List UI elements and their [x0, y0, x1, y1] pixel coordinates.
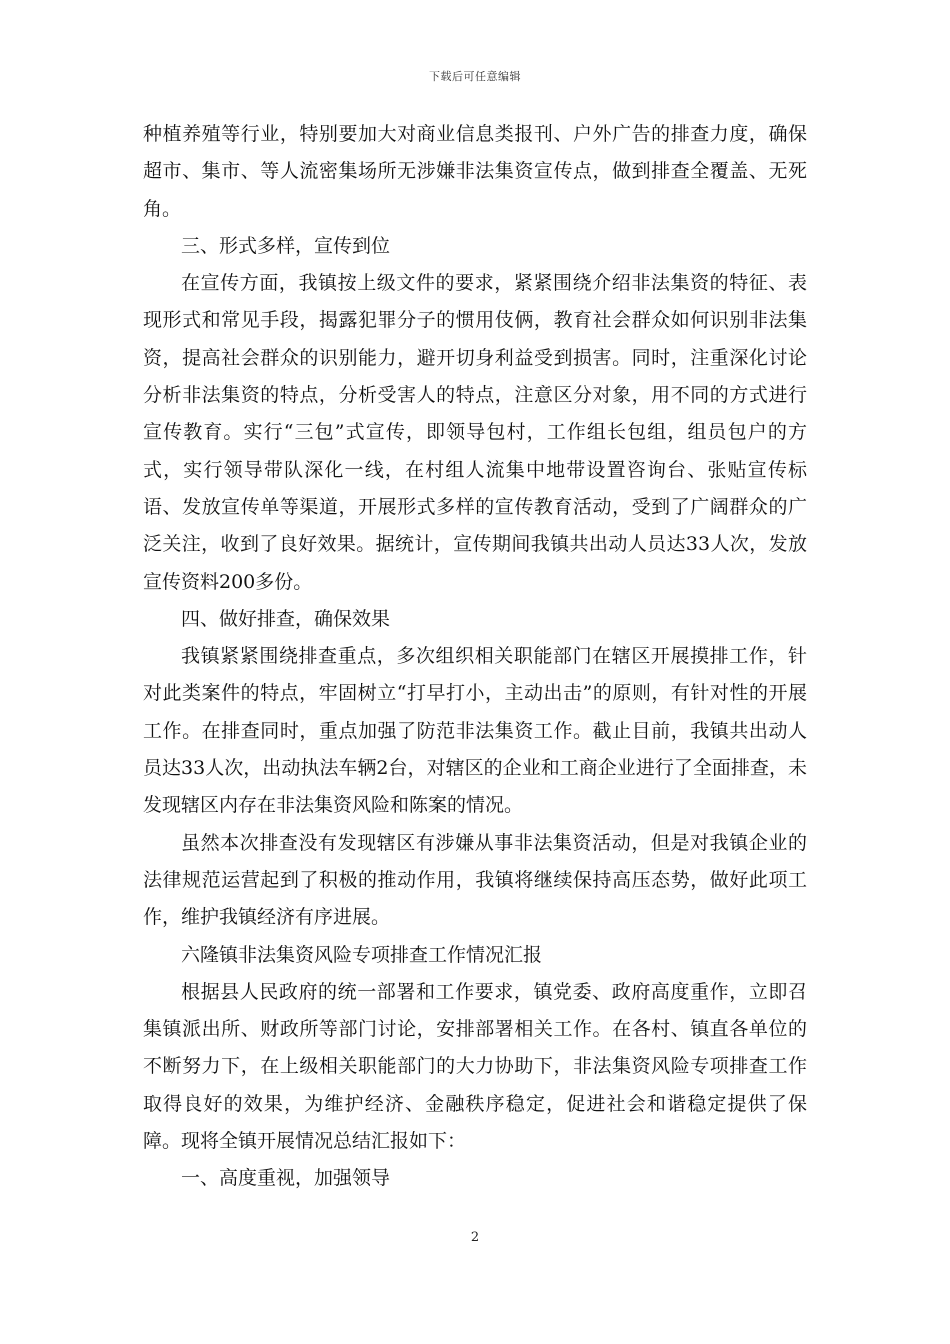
paragraph: 在宣传方面，我镇按上级文件的要求，紧紧围绕介绍非法集资的特征、表现形式和常见手段，揭露犯罪分子的惯用伎俩，教育社会群众如何识别非法集资，提高社会群众的识别能力，避开切身利益受到损害。同时，注重深化讨论分析非法集资的特点，分析受害人的特点，注意区分对象，用不同的方式进行宣传教育。实行“三包”式宣传，即领导包村，工作组长包组，组员包户的方式，实行领导带队深化一线，在村组人流集中地带设置咨询台、张贴宣传标语、发放宣传单等渠道，开展形式多样的宣传教育活动，受到了广阔群众的广泛关注，收到了良好效果。据统计，宣传期间我镇共出动人员达33人次，发放宣传资料200多份。 — [143, 272, 807, 593]
document-title: 六隆镇非法集资风险专项排查工作情况汇报 — [181, 943, 543, 966]
page-header: 下载后可任意编辑 — [429, 70, 521, 83]
paragraph: 我镇紧紧围绕排查重点，多次组织相关职能部门在辖区开展摸排工作，针对此类案件的特点，牢固树立“打早打小，主动出击”的原则，有针对性的开展工作。在排查同时，重点加强了防范非法集资工作。截止目前，我镇共出动人员达33人次，出动执法车辆2台，对辖区的企业和工商企业进行了全面排查，未发现辖区内存在非法集资风险和陈案的情况。 — [143, 645, 807, 817]
paragraph: 根据县人民政府的统一部署和工作要求，镇党委、政府高度重作，立即召集镇派出所、财政所等部门讨论，安排部署相关工作。在各村、镇直各单位的不断努力下，在上级相关职能部门的大力协助下，非法集资风险专项排查工作取得良好的效果，为维护经济、金融秩序稳定，促进社会和谐稳定提供了保障。现将全镇开展情况总结汇报如下： — [143, 980, 807, 1153]
paragraph-continued: 种植养殖等行业，特别要加大对商业信息类报刊、户外广告的排查力度，确保超市、集市、等人流密集场所无涉嫌非法集资宣传点，做到排查全覆盖、无死角。 — [143, 123, 807, 220]
section-heading: 一、高度重视，加强领导 — [181, 1167, 391, 1190]
section-heading: 四、做好排查，确保效果 — [181, 607, 391, 630]
paragraph: 虽然本次排查没有发现辖区有涉嫌从事非法集资活动，但是对我镇企业的法律规范运营起到了积极的推动作用，我镇将继续保持高压态势，做好此项工作，维护我镇经济有序进展。 — [143, 831, 807, 929]
section-heading: 三、形式多样，宣传到位 — [181, 234, 391, 257]
document-body — [143, 116, 807, 1198]
page-number: 2 — [470, 1230, 480, 1245]
